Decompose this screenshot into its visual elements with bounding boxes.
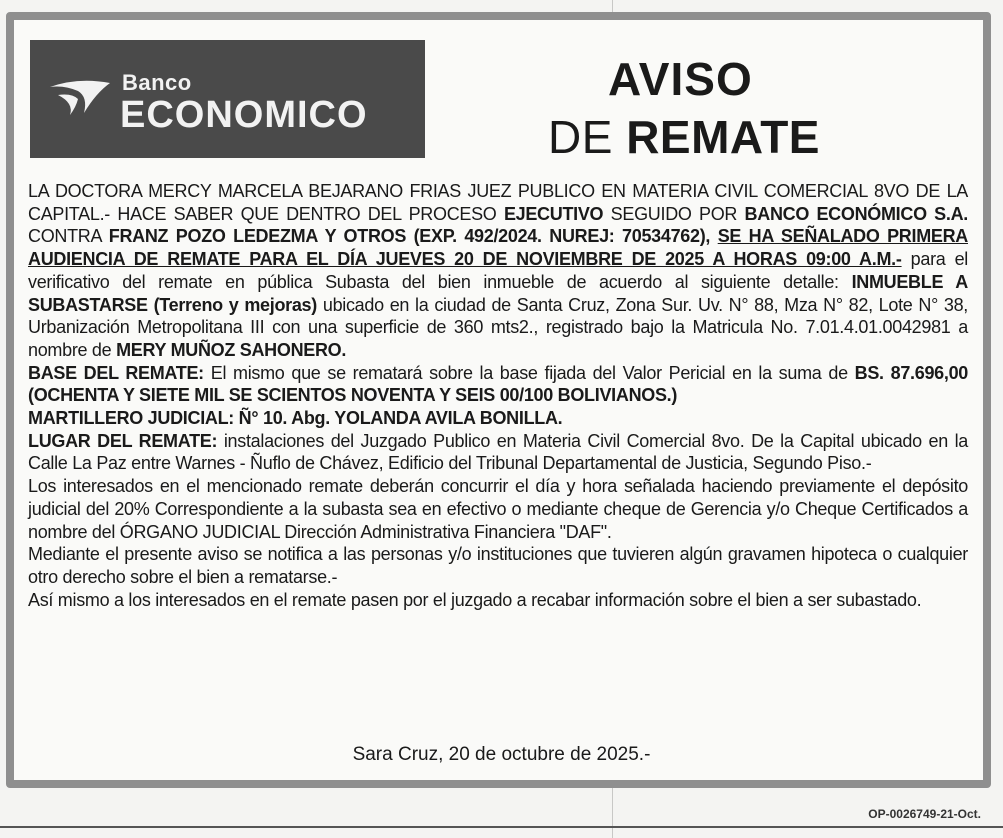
text-span: El mismo que se rematará sobre la base fijada del Valor Pericial en la suma de: [203, 362, 855, 383]
paragraph-main: [28, 180, 968, 362]
text-span: LA DOCTORA MERCY MARCELA BEJARANO FRIAS JUEZ PUBLICO EN MATERIA CIVIL COMERCIAL 8VO DE LA CAPITAL.- HACE SABER QUE DENTRO DEL PROCESO: [28, 181, 968, 224]
auction-date-underlined: SE HA SEÑALADO PRIMERA AUDIENCIA DE REMATE PARA EL DÍA JUEVES 20 DE NOVIEMBRE DE 2025 A HORAS 09:00 A.M.-: [28, 226, 968, 270]
paragraph-location: [28, 430, 968, 475]
notice-title-aviso: AVISO: [608, 53, 753, 105]
text-bold: INMUEBLE A SUBASTARSE (Terreno y mejoras): [28, 271, 968, 315]
base-amount: BS. 87.696,00 (OCHENTA Y SIETE MIL SE SCIENTOS NOVENTA Y SEIS 00/100 BOLIVIANOS.): [28, 362, 969, 406]
logo-banco-text: Banco: [122, 70, 192, 95]
paragraph-notification: Mediante el presente aviso se notifica a las personas y/o instituciones que tuvieren algún gravamen hipoteca o cualquier otro derecho sobre el bien a rematarse.-: [28, 544, 968, 587]
text-span: instalaciones del Juzgado Publico en Materia Civil Comercial 8vo. De la Capital ubicado en la Calle La Paz entre Warnes - Ñuflo de Chávez, Edificio del Tribunal Departamental de Justicia, Segundo Piso.-: [28, 430, 969, 474]
text-span: SEGUIDO POR: [603, 203, 745, 224]
location-label: LUGAR DEL REMATE:: [28, 430, 218, 451]
text-bold: EJECUTIVO: [503, 203, 604, 224]
base-label: BASE DEL REMATE:: [28, 362, 204, 383]
text-bold: FRANZ POZO LEDEZMA Y OTROS (EXP. 492/2024. NUREJ: 70534762),: [108, 226, 711, 247]
text-span: para el verificativo del remate en pública Subasta del bien inmueble de acuerdo al siguiente detalle:: [28, 249, 968, 292]
paragraph-base: [28, 362, 968, 407]
owner-name: MERY MUÑOZ SAHONERO.: [116, 339, 347, 360]
bank-logo: [30, 40, 425, 158]
title-prefix: DE: [548, 111, 627, 163]
bottom-rule: [0, 826, 1003, 828]
text-span: ubicado en la ciudad de Santa Cruz, Zona Sur. Uv. N° 88, Mza N° 82, Lote N° 38, Urbanización Metropolitana III con una superficie de 360 mts2., registrado bajo la Matricula No. 7.01.4.01.0042981 a nombre de: [28, 294, 968, 360]
auctioneer-text: MARTILLERO JUDICIAL: Ñ° 10. Abg. YOLANDA AVILA BONILLA.: [28, 408, 563, 429]
closing-date: Sara Cruz, 20 de octubre de 2025.-: [352, 744, 651, 765]
notice-body: [28, 180, 968, 611]
text-span: CONTRA: [28, 226, 109, 247]
notice-title-remate: [548, 110, 820, 164]
title-remate-word: REMATE: [626, 111, 820, 163]
logo-economico-text: ECONOMICO: [120, 94, 368, 136]
banco-economico-swoosh-icon: [48, 73, 114, 128]
text-span: [710, 226, 718, 246]
paragraph-auctioneer: [28, 407, 968, 430]
paragraph-information: Así mismo a los interesados en el remate pasen por el juzgado a recabar información sobre el bien a ser subastado.: [28, 589, 922, 610]
publication-reference: OP-0026749-21-Oct.: [868, 807, 981, 821]
text-bold: BANCO ECONÓMICO S.A.: [744, 203, 968, 224]
paragraph-deposit: Los interesados en el mencionado remate deberán concurrir el día y hora señalada haciendo previamente el depósito judicial del 20% Correspondiente a la subasta sea en efectivo o mediante cheque de Gerencia y/o Cheque Certificados a nombre del ÓRGANO JUDICIAL Dirección Administrativa Financiera "DAF".: [28, 476, 968, 542]
